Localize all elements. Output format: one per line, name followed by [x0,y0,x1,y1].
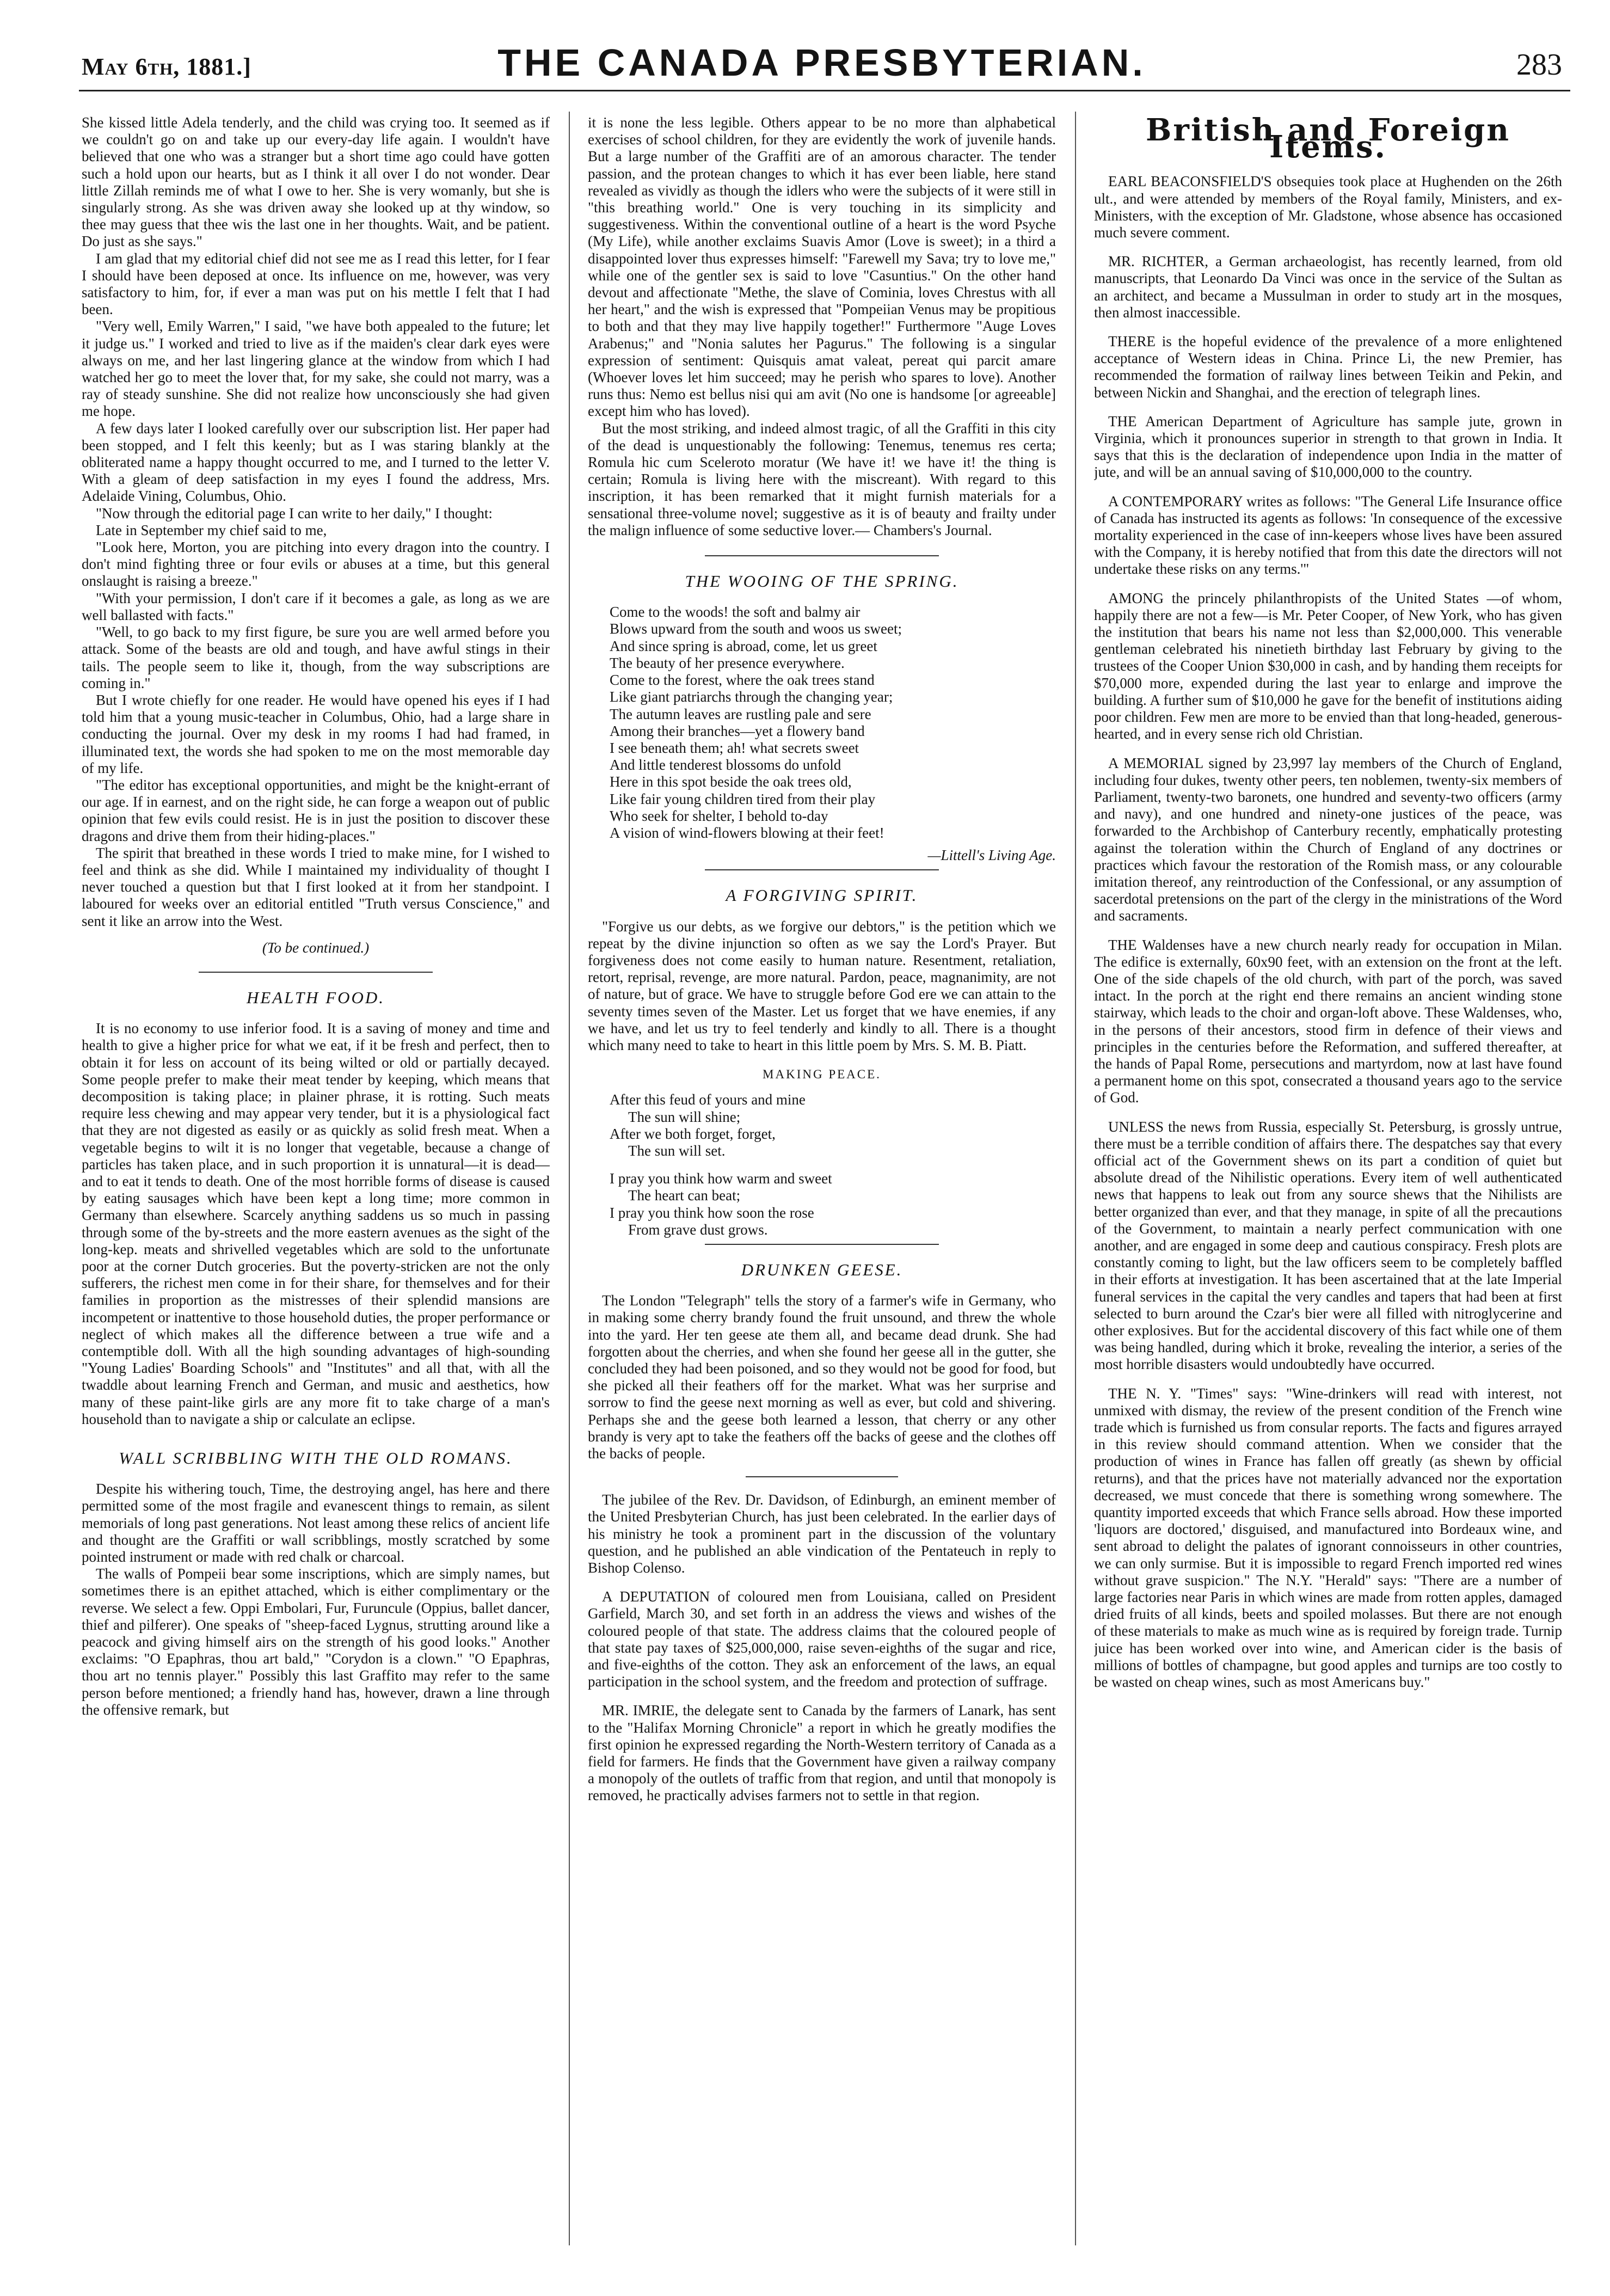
poem-line: Among their branches—yet a flowery band [610,722,865,739]
news-item: THE American Department of Agriculture has sample jute, grown in Virginia, which it pronounces superior in strength to that grown in India. It says that this is the declaration of independence upon India in the matter of jute, and will be an annual saving of $10,000,000 to the country. [1094,413,1562,481]
section-rule [199,972,433,973]
poem-line: And since spring is abroad, come, let us greet [610,637,877,654]
poem-heading-making-peace: MAKING PEACE. [763,1067,881,1082]
poem-line: A vision of wind-flowers blowing at their feet! [610,824,884,841]
article-heading-forgiving-spirit: A FORGIVING SPIRIT. [726,886,918,905]
news-item: A CONTEMPORARY writes as follows: "The General Life Insurance office of Canada has instructed its agents as follows: 'In consequence of the excessive mortality experienced in the case of inn-keepers whose lives have been assured with the Company, it is hereby notified that from this date the directors will not undertake these risks on any terms.'" [1094,493,1562,578]
news-item: THE N. Y. "Times" says: "Wine-drinkers will read with interest, not unmixed with dismay, the review of the present condition of the French wine trade which is furnished us from consular reports. The facts and figures arrayed in this review should command attention. When we consider that the production of wines in France has fallen off greatly (as shewn by official returns), and that the prices have not materially advanced nor the exportation decreased, we must concede that there is something wrong somewhere. The quantity imported exceeds that which France sells abroad. How these imported 'liquors are doctored,' disguised, and manufactured into Bordeaux wine, and sent abroad to delight the palates of ignorant connoisseurs in other countries, we can only surmise. But it is impossible to regard French imported red wines without grave suspicion." The N.Y. "Herald" says: "There are a number of large factories near Paris in which wines are made from rotten apples, damaged dried fruits of all kinds, beets and spoiled molasses. But there are not enough of these materials to make as much wine as is required by foreign trade. Turnip juice has been worked over into wine, and American cider is the basis of millions of bottles of champagne, but good apples and turnips are too costly to be wasted on cheap wines, such as most Americans buy." [1094,1385,1562,1691]
story-paragraph: "Look here, Morton, you are pitching into every dragon into the country. I don't mind fighting three or four evils or abuses at a time, but this general onslaught is raising a breeze." [82,539,550,590]
poem-line: Like giant patriarchs through the changing year; [610,689,893,705]
poem-credit: —Littell's Living Age. [927,847,1056,864]
story-paragraph: Late in September my chief said to me, [96,521,327,538]
poem-line: Like fair young children tired from their play [610,790,876,807]
article-paragraph: it is none the less legible. Others appear to be no more than alphabetical exercises of school children, for they are evidently the work of juvenile hands. But a large number of the Graffiti are of an amorous character. The tender passion, and the protean changes to which it has ever been liable, here stand revealed as vividly as though the idlers who were the subjects of it were still in "this breathing world." One is very touching in its simplicity and suggestiveness. Within the conventional outline of a heart is the word Psyche (My Life), while another exclaims Suavis Amor (Love is sweet); in a third a disappointed lover thus expresses himself: "Farewell my Sava; try to love me," while one of the gentler sex is said to love "Casuntius." On the other hand devout and affectionate "Methe, the slave of Cominia, loves Chrestus with all her heart," and the wish is expressed that "Pompeiian Venus may be propitious to both and that they may live happily together!" Furthermore "Auge Loves Arabenus;" and "Nonia salutes her Pagurus." The following is a singular expression of sentiment: Quisquis amat valeat, pereat qui parcit amare (Whoever loves let him succeed; may he perish who spares to love). Another runs thus: Nemo est bellus nisi qui am avit (No one is handsome [or agreeable] except him who has loved). [588,114,1056,420]
article-paragraph: "Forgive us our debts, as we forgive our debtors," is the petition which we repeat by the divine injunction so often as we say the Lord's Prayer. But forgiveness does not come easily to human nature. Resentment, retaliation, retort, reprisal, revenge, are more natural. Pardon, peace, magnanimity, are not of nature, but of grace. We have to struggle before God ere we can attain to the seventy times seven of the Master. Let us forget that we have enemies, if any we have, and let us try to feel tenderly and kindly to all. There is a thought which many need to take to heart in this little poem by Mrs. S. M. B. Piatt. [588,918,1056,1053]
article-paragraph: But the most striking, and indeed almost tragic, of all the Graffiti in this city of the dead is unquestionably the following: Tenemus, tenemus res certa; Romula hic cum Sceleroto moratur (We have it! we have it! the thing is certain; Romula is living here with the miscreant). With regard to this inscription, it has been remarked that it might furnish materials for a sensational three-volume novel; suggestive as it is of beauty and frailty under the malign influence of some seductive lover.— Chambers's Journal. [588,420,1056,538]
article-paragraph: The walls of Pompeii bear some inscriptions, which are simply names, but sometimes there is an epithet attached, which is either complimentary or the reverse. We select a few. Oppi Embolari, Fur, Furuncule (Oppius, ballet dancer, thief and pilferer). One speaks of "sheep-faced Lygnus, strutting around like a peacock and giving himself airs on the strength of his good looks." Another exclaims: "O Epaphras, thou art bald," "Corydon is a clown." "O Epaphras, thou art no tennis player." Possibly this last Graffito may refer to the same person before mentioned; a friendly hand has, however, drawn a line through the offensive remark, but [82,1566,550,1718]
news-item: The jubilee of the Rev. Dr. Davidson, of Edinburgh, an eminent member of the United Presbyterian Church, has just been celebrated. In the earlier days of his ministry he took a prominent part in the discussion of the voluntary question, and he published an able vindication of the Pentateuch in reply to Bishop Colenso. [588,1491,1056,1576]
story-paragraph: "Well, to go back to my first figure, be sure you are well armed before you attack. Some of the beasts are old and tough, and have awful stings in their tails. The people seem to like it, though, from the way subscriptions are coming in." [82,624,550,691]
column-divider [569,112,570,2245]
story-paragraph: But I wrote chiefly for one reader. He would have opened his eyes if I had told him that a young music-teacher in Columbus, Ohio, had a large share in conducting the journal. Over my desk in my rooms I had had framed, in illuminated text, the words she had spoken to me on the most memorable day of my life. [82,691,550,776]
masthead: THE CANADA PRESBYTERIAN. [497,41,1146,84]
issue-date: May 6th, 1881.] [82,53,251,80]
news-item: MR. RICHTER, a German archaeologist, has recently learned, from old manuscripts, that Leonardo Da Vinci was once in the service of the Sultan as an architect, and became a Mussulman in order to study art in the mosques, then almost inaccessible. [1094,253,1562,321]
poem-line: And little tenderest blossoms do unfold [610,757,841,773]
section-rule [705,869,939,870]
section-rule [746,1476,898,1477]
story-paragraph: The spirit that breathed in these words I tried to make mine, for I wished to feel and think as she did. While I maintained my individuality of thought I never touched a question but that I first looked at it from her standpoint. I laboured for weeks over an editorial entitled "Truth versus Conscience," and sent it like an arrow into the West. [82,844,550,929]
article-heading-health-food: HEALTH FOOD. [246,987,385,1007]
news-item: UNLESS the news from Russia, especially St. Petersburg, is grossly untrue, there must be a terrible condition of affairs there. The despatches say that every official act of the Government shews on its part a condition of quiet but absolute dread of the Nihilistic operations. Every item of well authenticated news that happens to leak out from any source shews that the Nihilists are better organized than ever, and that they manage, in spite of all the precautions of the Government, to maintain a nearly perfect communication with one another, and are engaged in some deep and cautious conspiracy. Fresh plots are constantly coming to light, but the law officers seem to be completely baffled in their efforts at investigation. It has been ascertained that at the late Imperial funeral services in the capital the very candles and tapers that had been at first selected to burn around the Czar's bier were all filled with nitroglycerine and other explosives. But for the accidental discovery of this fact while one of them was being handled, during which it broke, revealing the interior, a series of the most horrible disasters would undoubtedly have occurred. [1094,1118,1562,1373]
story-paragraph: "The editor has exceptional opportunities, and might be the knight-errant of our age. If in earnest, and on the right side, he can forge a weapon out of public opinion that few evils could resist. He is in just the position to discover these dragons and drive them from their hiding-places." [82,776,550,844]
news-item: THERE is the hopeful evidence of the prevalence of a more enlightened acceptance of Western ideas in China. Prince Li, the new Premier, has recommended the formation of railway lines between Teikin and Pekin, and between Nickin and Shanghai, and the erection of telegraph lines. [1094,333,1562,401]
poem-line: The sun will set. [628,1142,726,1159]
column-divider [1075,112,1076,2245]
poem-line: I pray you think how soon the rose [610,1204,814,1221]
poem-line: Blows upward from the south and woos us sweet; [610,621,902,637]
news-item: A MEMORIAL signed by 23,997 lay members of the Church of England, including four dukes, twenty other peers, ten noblemen, twenty-six members of Parliament, twenty-two baronets, one hundred and seventy-two officers (army and navy), and one hundred and ninety-one justices of the peace, was forwarded to the Archbishop of Canterbury recently, emphatically protesting against the toleration within the Church of England of any doctrines or practices which favour the restoration of the Romish mass, or any colourable imitation thereof, any reintroduction of the Confessional, or any assumption of sacerdotal pretensions on the part of the clergy in the ministrations of the Word and sacraments. [1094,754,1562,924]
news-item: MR. IMRIE, the delegate sent to Canada by the farmers of Lanark, has sent to the "Halifax Morning Chronicle" a report in which he greatly modifies the first opinion he expressed regarding the North-Western territory of Canada as a field for farmers. He finds that the Government have given a railway company a monopoly of the outlets of traffic from that region, and until that monopoly is removed, he practically advises farmers not to settle in that region. [588,1702,1056,1804]
story-paragraph: A few days later I looked carefully over our subscription list. Her paper had been stopped, and I felt this keenly; but as I was staring blankly at the obliterated name a happy thought occurred to me, and I turned to the letter V. With a gleam of deep satisfaction in my eyes I found the address, Mrs. Adelaide Vining, Columbus, Ohio. [82,420,550,505]
poem-line: Come to the forest, where the oak trees stand [610,672,875,689]
column-right [1094,114,1562,2254]
story-paragraph: "With your permission, I don't care if it becomes a gale, as long as we are well ballasted with facts." [82,590,550,623]
poem-line: After we both forget, forget, [610,1125,776,1142]
story-paragraph: "Now through the editorial page I can write to her daily," I thought: [96,505,493,521]
to-be-continued: (To be continued.) [262,939,370,956]
section-rule [705,1244,939,1245]
poem-wooing-of-spring [610,604,1056,842]
poem-line: I see beneath them; ah! what secrets sweet [610,739,859,756]
header-rule [79,90,1570,91]
section-title-british-foreign-items: British and Foreign Items. [1146,114,1510,165]
poem-making-peace [610,1091,1056,1238]
news-item: THE Waldenses have a new church nearly ready for occupation in Milan. The edifice is externally, 60x90 feet, with an extension on the front at the left. One of the side chapels of the old church, with part of the porch, was saved intact. In the porch at the right end there remains an ancient winding stone stairway, which leads to the choir and organ-loft above. These Waldenses, who, in the persons of their ancestors, stood firm in defence of their views and principles in the centuries before the Reformation, and suffered thereafter, at the hands of Papal Rome, persecutions and martyrdom, now at last have found a permanent home on this spot, consecrated a thousand years ago to the service of God. [1094,936,1562,1106]
news-item: A DEPUTATION of coloured men from Louisiana, called on President Garfield, March 30, and set forth in an address the views and wishes of the coloured people of that state. The address claims that the coloured people of that state pay taxes of $25,000,000, raise seven-eighths of the sugar and rice, and five-eighths of the cotton. They ask an enforcement of the laws, an equal participation in the school system, and the freedom and protection of suffrage. [588,1588,1056,1690]
poem-line: From grave dust grows. [628,1221,768,1238]
article-paragraph: It is no economy to use inferior food. It is a saving of money and time and health to give a higher price for what we eat, if it be fresh and perfect, then to obtain it for less on account of its being wilted or old or partially decayed. Some people prefer to make their meat tender by keeping, which means that decomposition is taking place; in plainer phrase, it is rotting. Such meats require less chewing and may appear very tender, but it is a physiological fact that they are not digested as easily or as quickly as solid fresh meat. When a vegetable begins to wilt it is no longer that vegetable, because a change of particles has taken place, and in such proportion it is unnatural—it is dead—and to eat it tends to death. One of the most horrible forms of disease is caused by eating sausages which have been kept a long time; more common in Germany than elsewhere. Scarcely anything saddens us so much in passing through some of the by-streets and the more eastern avenues as the sight of the long-kep. meats and shrivelled vegetables which are sold to the unfortunate poor at the corner Dutch groceries. But the poverty-stricken are not the only sufferers, the richest men come in for their share, for themselves and for their families in proportion as the mistresses of their splendid mansions are incompetent or inattentive to those household duties, the proper performance or neglect of which makes all the difference between a true wife and a contemptible doll. With all the high sounding advantages of high-sounding "Young Ladies' Boarding Schools" and "Institutes" and all that, with all the twaddle about learning French and German, and music and aesthetics, how many of these paint-like girls are any more fit to take charge of a man's household than to navigate a ship or calculate an eclipse. [82,1020,550,1427]
page-number: 283 [1516,48,1562,82]
article-heading-wall-scribbling: WALL SCRIBBLING WITH THE OLD ROMANS. [119,1448,513,1468]
poem-line: The heart can beat; [628,1187,741,1204]
poem-line: Come to the woods! the soft and balmy air [610,604,861,621]
news-item: AMONG the princely philanthropists of the United States —of whom, happily there are not a few—is Mr. Peter Cooper, of New York, who has given the institution that bears his name not less than $2,000,000. This venerable gentleman celebrated his ninetieth birthday last February by giving to the trustees of the Cooper Union $30,000 in cash, and by handing them receipts for $70,000 more, expended during the last year to enlarge and improve the building. A further sum of $10,000 he gave for the benefit of institutions aiding poor children. Few men are more to be envied than that long-headed, generous-hearted, and in every sense rich old Christian. [1094,590,1562,742]
story-paragraph: "Very well, Emily Warren," I said, "we have both appealed to the future; let it judge us." I worked and tried to live as if the maiden's clear dark eyes were always on me, and her last lingering glance at the window from which I had watched her go to meet the lover that, for my sake, she could not marry, was a ray of steady sunshine. She did not realize how unconsciously she had given me hope. [82,318,550,420]
poem-heading-wooing-of-spring: THE WOOING OF THE SPRING. [685,572,959,591]
column-left [82,114,550,2254]
poem-line: Here in this spot beside the oak trees old, [610,773,852,790]
news-item: EARL BEACONSFIELD'S obsequies took place at Hughenden on the 26th ult., and were attended by members of the Royal family, Ministers, and ex-Ministers, with the exception of Mr. Gladstone, whose absence has occasioned much severe comment. [1094,173,1562,241]
story-paragraph: I am glad that my editorial chief did not see me as I read this letter, for I fear I should have been deposed at once. Its influence on me, however, was very satisfactory to him, for, if ever a man was put on his mettle I felt that I had been. [82,250,550,318]
article-heading-drunken-geese: DRUNKEN GEESE. [741,1260,903,1279]
poem-line: After this feud of yours and mine [610,1091,806,1108]
section-rule [705,555,939,556]
article-paragraph: The London "Telegraph" tells the story of a farmer's wife in Germany, who in making some cherry brandy found the fruit unsound, and threw the whole into the yard. Her ten geese ate them all, and became dead drunk. She had forgotten about the cherries, and when she found her geese all in the gutter, she concluded they had been poisoned, and so they would not be good for food, but she picked all their feathers off for the market. What was her surprise and sorrow to find the geese next morning as well as ever, but cold and shivering. Perhaps she and the geese both learned a lesson, that cherry or any other brandy is very apt to take the feathers off the backs of geese and the clothes off the backs of people. [588,1292,1056,1462]
column-middle [588,114,1056,2254]
article-paragraph: Despite his withering touch, Time, the destroying angel, has here and there permitted some of the most fragile and evanescent things to remain, as silent memorials of long past generations. Not least among these relics of ancient life and thought are the Graffiti or wall scribblings, mostly scratched by some pointed instrument or made with red chalk or charcoal. [82,1481,550,1566]
poem-line: I pray you think how warm and sweet [610,1170,832,1187]
poem-line: The autumn leaves are rustling pale and sere [610,705,871,722]
page-header [82,41,1562,84]
poem-line: Who seek for shelter, I behold to-day [610,807,828,824]
poem-line: The sun will shine; [628,1108,741,1125]
story-paragraph: She kissed little Adela tenderly, and the child was crying too. It seemed as if we couldn't go on and take up our every-day life again. I wouldn't have believed that one who was a stranger but a short time ago could have gotten such a hold upon our hearts, but as I think it all over I do not wonder. Dear little Zillah reminds me of what I owe to her. She is very womanly, but she is singularly strong. As she was driven away she looked up at thy window, so thee may guess that thee wis the last one in her thoughts. Wait, and be patient. Do just as she says." [82,114,550,250]
poem-line: The beauty of her presence everywhere. [610,654,845,671]
